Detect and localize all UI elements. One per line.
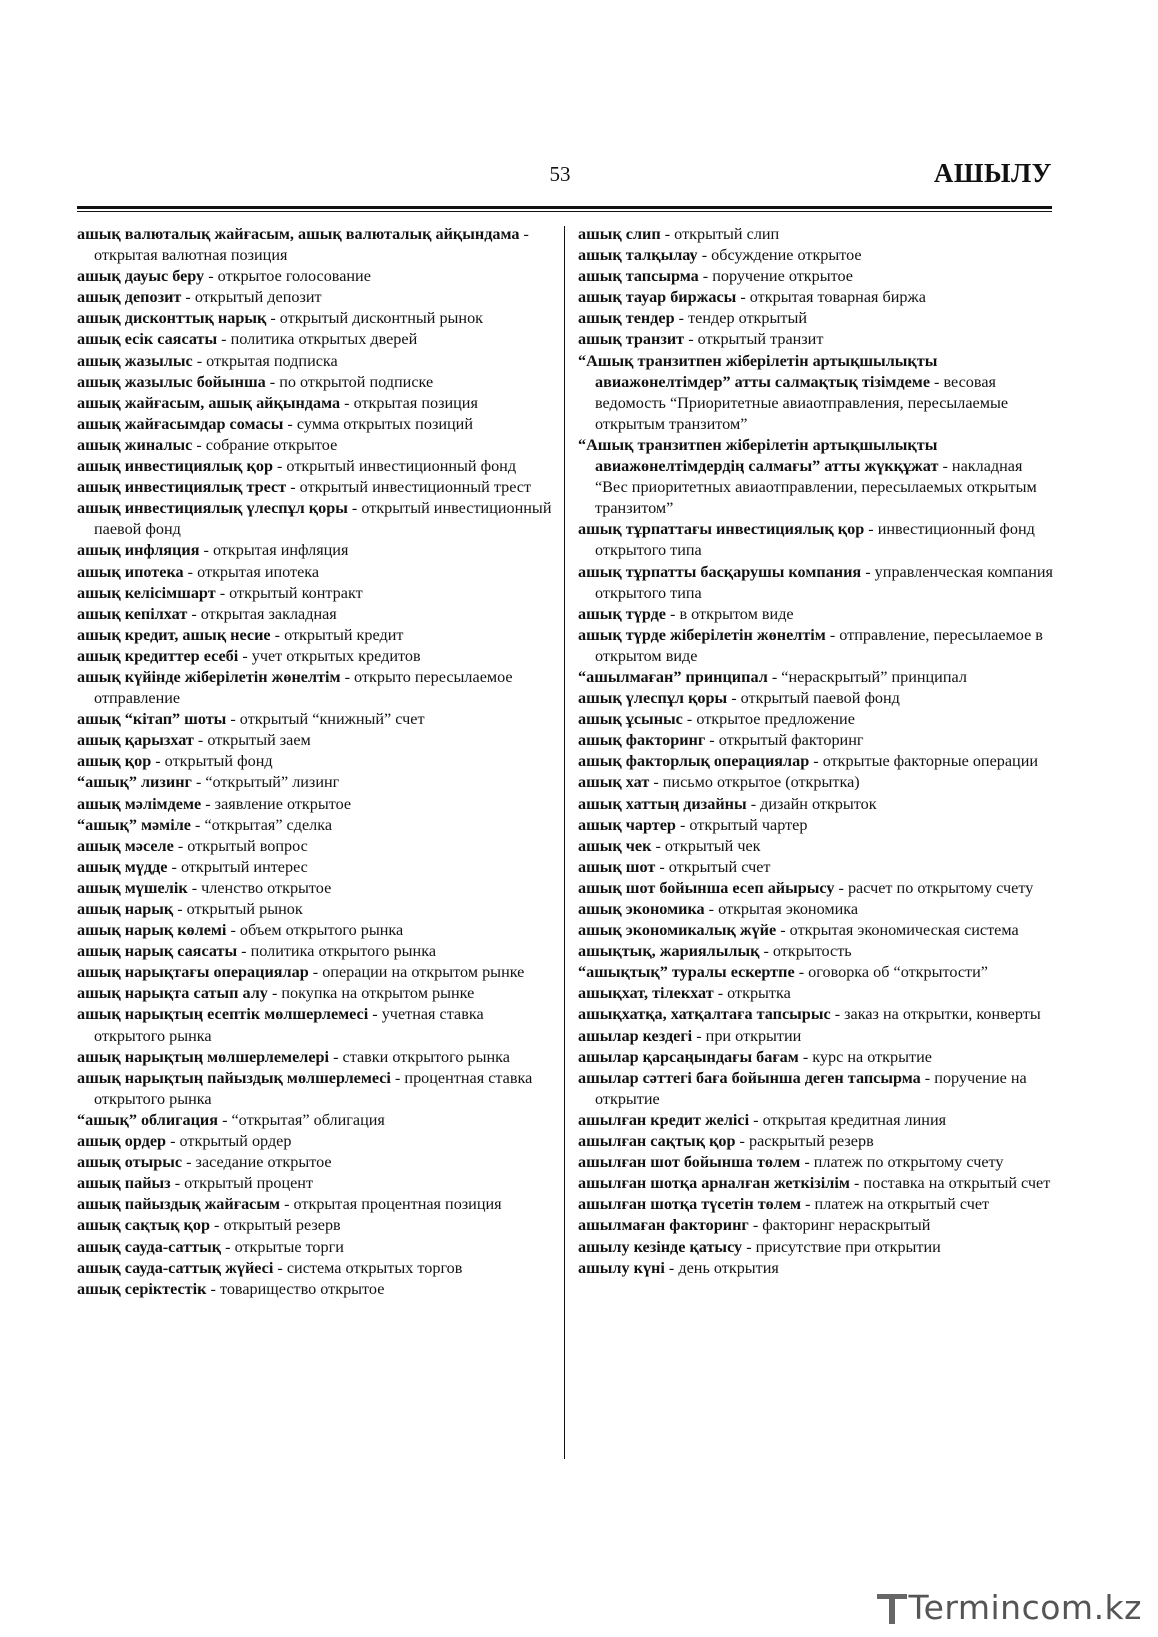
entry-definition: - открытая ипотека (183, 562, 320, 581)
dictionary-entry (578, 1068, 1058, 1110)
entry-term: ашылу кезінде қатысу (578, 1237, 743, 1256)
entry-term: ашық дисконттық нарық (77, 309, 267, 328)
dictionary-entry (77, 1173, 557, 1194)
entry-definition: - сумма открытых позиций (283, 414, 473, 433)
entry-definition: - открытые факторные операции (809, 752, 1039, 771)
dictionary-entry (578, 1110, 1058, 1131)
dictionary-entry (77, 1258, 557, 1279)
dictionary-entry (77, 540, 557, 561)
entry-term: ашық ипотека (77, 562, 184, 581)
entry-term: “ашықтық” туралы ескертпе (578, 963, 795, 982)
entry-definition: - открытый интерес (167, 857, 308, 876)
entry-definition: - открытый резерв (209, 1216, 341, 1235)
column-divider (564, 226, 565, 1459)
dictionary-entry (578, 899, 1058, 920)
dictionary-entry (578, 878, 1058, 899)
dictionary-entry (77, 372, 557, 393)
entry-term: ашық тауар биржасы (578, 288, 737, 307)
entry-term: “ашылмаған” принципал (578, 667, 768, 686)
entry-term: ашық кредиттер есебі (77, 646, 239, 665)
dictionary-entry (77, 1047, 557, 1068)
entry-term: ашық инвестициялық трест (77, 478, 287, 497)
entry-definition: - открытый ордер (166, 1132, 292, 1151)
entry-term: ашық кредит, ашық несие (77, 625, 271, 644)
header-rule-thin (77, 211, 1052, 212)
entry-term: ашық талқылау (578, 246, 698, 265)
entry-definition: - заявление открытое (201, 794, 352, 813)
entry-definition: - открытый инвестиционный паевой фонд (94, 499, 552, 539)
entry-term: ашық мәлімдеме (77, 794, 202, 813)
entry-definition: - открытая позиция (340, 393, 478, 412)
entry-definition: - товарищество открытое (206, 1279, 385, 1298)
entry-definition: - покупка на открытом рынке (267, 984, 475, 1003)
entry-term: ашылар сәттегі баға бойынша деген тапсырма (578, 1068, 921, 1087)
entry-definition: - “нераскрытый” принципал (767, 667, 967, 686)
entry-definition: - платеж на открытый счет (801, 1195, 990, 1214)
entry-definition: - политика открытого рынка (237, 942, 437, 961)
entry-term: ашық есік саясаты (77, 330, 218, 349)
entry-term: ашық пайыздық жайғасым (77, 1195, 281, 1214)
entry-definition: - открытый слип (660, 225, 780, 243)
dictionary-entry (578, 435, 1058, 519)
entry-definition: - открытый инвестиционный фонд (272, 457, 517, 476)
dictionary-entry (77, 646, 557, 667)
dictionary-entry (77, 941, 557, 962)
dictionary-entry (77, 329, 557, 350)
termincom-logo-icon (877, 1590, 907, 1626)
entry-term: ашық үлеспұл қоры (578, 689, 728, 708)
entry-term: ашық “кітап” шоты (77, 710, 227, 729)
entry-definition: - открытый контракт (215, 583, 363, 602)
entry-term: ашық нарықтың пайыздық мөлшерлемесі (77, 1068, 391, 1087)
dictionary-entry (578, 709, 1058, 730)
entry-term: ашық слип (578, 225, 661, 243)
header-rule (77, 206, 1052, 209)
entry-term: ашылған кредит желісі (578, 1110, 750, 1129)
entry-term: ашық инфляция (77, 541, 200, 560)
entry-definition: - в открытом виде (665, 604, 794, 623)
dictionary-entry (578, 1047, 1058, 1068)
entry-term: ашық жазылыс бойынша (77, 372, 266, 391)
dictionary-entry (578, 730, 1058, 751)
dictionary-entry (77, 794, 557, 815)
dictionary-entry (77, 393, 557, 414)
dictionary-entry (77, 920, 557, 941)
entry-definition: - открытый чартер (675, 815, 808, 834)
entry-definition: - “открытая” сделка (190, 815, 333, 834)
entry-term: ашық нарықтың мөлшерлемелері (77, 1047, 330, 1066)
entry-term: ашылар қарсаңындағы бағам (578, 1047, 799, 1066)
dictionary-entry (77, 1152, 557, 1173)
entry-term: ашық инвестициялық үлеспұл қоры (77, 499, 348, 518)
entry-term: ашылған шотқа түсетін төлем (578, 1195, 802, 1214)
entry-definition: - поручение открытое (698, 267, 853, 286)
entry-term: ашық факторлық операциялар (578, 752, 810, 771)
entry-term: “Ашық транзитпен жіберілетін артықшылықты авиажөнелтімдер” атты салмақтық тізімдеме (578, 351, 938, 391)
dictionary-entry (578, 1004, 1058, 1025)
entry-definition: - система открытых торгов (273, 1258, 463, 1277)
entry-term: ашық күйінде жіберілетін жөнелтім (77, 667, 341, 686)
page-number: 53 (549, 162, 571, 186)
entry-definition: - процентная ставка открытого рынка (94, 1068, 533, 1108)
dictionary-entry (578, 351, 1058, 435)
entry-definition: - открытое голосование (204, 267, 371, 286)
dictionary-entry (77, 1004, 557, 1046)
dictionary-entry (578, 1131, 1058, 1152)
entry-definition: - открытый заем (193, 731, 311, 750)
dictionary-entry (77, 1237, 557, 1258)
entry-term: ашық келісімшарт (77, 583, 216, 602)
dictionary-entry (578, 836, 1058, 857)
entry-definition: - собрание открытое (192, 435, 338, 454)
entry-definition: - объем открытого рынка (226, 921, 404, 940)
entry-definition: - открытый транзит (684, 330, 824, 349)
dictionary-entry (578, 1258, 1058, 1279)
dictionary-entry (578, 287, 1058, 308)
dictionary-entry (578, 1215, 1058, 1236)
dictionary-entry (77, 1194, 557, 1215)
dictionary-entry (77, 351, 557, 372)
entry-definition: - открытый вопрос (173, 836, 308, 855)
entry-term: ашық инвестициялық қор (77, 457, 273, 476)
entry-term: ашылар кездегі (578, 1026, 693, 1045)
entry-definition: - поставка на открытый счет (849, 1174, 1051, 1193)
entry-definition: - открытая инфляция (199, 541, 349, 560)
entry-definition: - письмо открытое (открытка) (649, 773, 860, 792)
dictionary-entry (578, 308, 1058, 329)
dictionary-entry (77, 224, 557, 266)
entry-definition: - открытое предложение (682, 710, 855, 729)
dictionary-entry (578, 983, 1058, 1004)
dictionary-entry (578, 1152, 1058, 1173)
dictionary-entry (77, 435, 557, 456)
entry-term: ашық ұсыныс (578, 710, 683, 729)
entry-definition: - раскрытый резерв (735, 1132, 874, 1151)
entry-term: ашық нарық көлемі (77, 921, 227, 940)
dictionary-entry (77, 772, 557, 793)
dictionary-entry (578, 772, 1058, 793)
entry-term: ашық пайыз (77, 1174, 171, 1193)
entry-definition: - открытые торги (221, 1237, 344, 1256)
entry-term: ашық мәселе (77, 836, 174, 855)
entry-definition: - открытый “книжный” счет (226, 710, 425, 729)
watermark (877, 1588, 1142, 1627)
dictionary-entry (77, 836, 557, 857)
entry-definition: - открытая товарная биржа (736, 288, 926, 307)
entry-definition: - тендер открытый (674, 309, 807, 328)
entry-term: ашық факторинг (578, 731, 706, 750)
entry-definition: - открытый дисконтный рынок (266, 309, 484, 328)
dictionary-entry (578, 604, 1058, 625)
dictionary-entry (77, 1068, 557, 1110)
entry-term: ашық жайғасым, ашық айқындама (77, 393, 341, 412)
entry-term: ашық тұрпатты басқарушы компания (578, 562, 862, 581)
entry-definition: - открытая экономика (704, 900, 859, 918)
entry-definition: - открытость (759, 942, 852, 961)
entry-term: ашық экономикалық жүйе (578, 921, 777, 940)
entry-definition: - открытый процент (170, 1174, 314, 1193)
entry-definition: - обсуждение открытое (697, 246, 862, 265)
entry-definition: - платеж по открытому счету (800, 1153, 1004, 1172)
entry-term: ашық чек (578, 836, 652, 855)
entry-definition: - членство открытое (187, 878, 332, 897)
entry-definition: - поручение на открытие (595, 1068, 1027, 1108)
entry-definition: - инвестиционный фонд открытого типа (595, 520, 1035, 560)
entry-definition: - расчет по открытому счету (834, 878, 1034, 897)
entry-definition: - открыто пересылаемое отправление (94, 667, 513, 708)
running-head: АШЫЛУ (933, 158, 1052, 188)
entry-term: ашық валюталық жайғасым, ашық валюталық айқындама (77, 225, 520, 243)
right-column (578, 224, 1058, 1279)
dictionary-entry (77, 266, 557, 287)
entry-term: ашық серіктестік (77, 1279, 207, 1298)
entry-term: ашық сақтық қор (77, 1216, 210, 1235)
entry-term: ашық тұрпаттағы инвестициялық қор (578, 520, 865, 539)
entry-definition: - накладная “Вес приоритетных авиаотправлении, пересылаемых открытым транзитом” (595, 457, 1037, 518)
entry-definition: - “открытый” лизинг (191, 773, 340, 792)
entry-definition: - открытая закладная (187, 604, 337, 623)
dictionary-entry (578, 1026, 1058, 1047)
dictionary-entry (77, 583, 557, 604)
entry-term: ашық қарызхат (77, 731, 194, 750)
entry-definition: - учетная ставка открытого рынка (94, 1005, 484, 1045)
entry-term: ашылу күні (578, 1258, 665, 1277)
entry-term: ашық тапсырма (578, 267, 699, 286)
entry-term: ашық чартер (578, 815, 676, 834)
entry-term: ашықхатқа, хатқалтаға тапсырыс (578, 1005, 831, 1024)
entry-term: ашылған шот бойынша төлем (578, 1153, 801, 1172)
entry-term: “Ашық транзитпен жіберілетін артықшылықты авиажөнелтімдердің салмағы” атты жүкқұжат (578, 435, 939, 476)
entry-term: ашық хат (578, 773, 650, 792)
entry-definition: - открытый рынок (173, 900, 303, 918)
dictionary-entry (77, 625, 557, 646)
entry-term: ашық нарықта сатып алу (77, 984, 268, 1003)
dictionary-entry (578, 266, 1058, 287)
dictionary-entry (77, 1215, 557, 1236)
entry-term: ашық қор (77, 752, 152, 771)
dictionary-entry (77, 414, 557, 435)
entry-term: “ашық” лизинг (77, 773, 192, 792)
dictionary-entry (77, 1110, 557, 1131)
dictionary-entry (578, 625, 1058, 667)
entry-term: “ашық” мәміле (77, 815, 191, 834)
entry-term: ашық ордер (77, 1132, 167, 1151)
entry-definition: - присутствие при открытии (742, 1237, 941, 1256)
dictionary-entry (578, 794, 1058, 815)
dictionary-entry (578, 224, 1058, 245)
entry-definition: - весовая ведомость “Приоритетные авиаотправления, пересылаемые открытым транзитом” (595, 372, 1009, 433)
entry-term: ашық түрде (578, 604, 666, 623)
entry-term: ашық экономика (578, 900, 705, 918)
entry-definition: - открытая процентная позиция (280, 1195, 502, 1214)
entry-definition: - отправление, пересылаемое в открытом виде (595, 625, 1043, 665)
entry-term: ашық нарықтың есептік мөлшерлемесі (77, 1005, 369, 1024)
dictionary-entry (578, 857, 1058, 878)
dictionary-entry (77, 899, 557, 920)
dictionary-entry (77, 730, 557, 751)
entry-term: ашық мүшелік (77, 878, 188, 897)
entry-definition: - открытка (713, 984, 791, 1003)
entry-term: ашық шот бойынша есеп айырысу (578, 878, 835, 897)
entry-term: ашық нарық саясаты (77, 942, 238, 961)
dictionary-entry (77, 667, 557, 709)
entry-definition: - при открытии (692, 1026, 802, 1045)
entry-term: ашық кепілхат (77, 604, 188, 623)
entry-definition: - открытый чек (651, 836, 761, 855)
entry-definition: - открытый паевой фонд (727, 689, 900, 708)
entry-definition: - факторинг нераскрытый (748, 1216, 931, 1235)
dictionary-entry (77, 815, 557, 836)
entry-term: ашық тендер (578, 309, 675, 328)
dictionary-entry (77, 1279, 557, 1300)
entry-term: ашықхат, тілекхат (578, 984, 714, 1003)
dictionary-entry (77, 477, 557, 498)
dictionary-entry (77, 751, 557, 772)
entry-definition: - политика открытых дверей (217, 330, 418, 349)
entry-definition: - операции на открытом рынке (308, 963, 525, 982)
dictionary-entry (77, 308, 557, 329)
entry-term: ашықтық, жариялылық (578, 942, 760, 961)
entry-definition: - открытый счет (655, 857, 771, 876)
entry-definition: - открытая подписка (192, 351, 338, 370)
dictionary-entry (77, 878, 557, 899)
entry-term: ашық хаттың дизайны (578, 794, 747, 813)
dictionary-entry (578, 920, 1058, 941)
dictionary-entry (578, 245, 1058, 266)
dictionary-entry (578, 815, 1058, 836)
entry-term: “ашық” облигация (77, 1110, 219, 1129)
dictionary-entry (578, 1194, 1058, 1215)
entry-term: ашық жиналыс (77, 435, 193, 454)
dictionary-entry (578, 1237, 1058, 1258)
entry-term: ашық мүдде (77, 857, 168, 876)
dictionary-entry (77, 562, 557, 583)
entry-definition: - управленческая компания открытого типа (595, 562, 1053, 602)
dictionary-entry (77, 287, 557, 308)
dictionary-entry (578, 962, 1058, 983)
entry-term: ашылған сақтық қор (578, 1132, 736, 1151)
entry-term: ашық түрде жіберілетін жөнелтім (578, 625, 826, 644)
entry-definition: - открытая валютная позиция (94, 225, 529, 265)
entry-definition: - по открытой подписке (265, 372, 434, 391)
entry-definition: - открытый кредит (270, 625, 404, 644)
dictionary-entry (578, 941, 1058, 962)
entry-definition: - заседание открытое (182, 1153, 332, 1172)
dictionary-entry (77, 456, 557, 477)
entry-term: ашық сауда-саттық жүйесі (77, 1258, 274, 1277)
entry-definition: - оговорка об “открытости” (794, 963, 988, 982)
left-column (77, 224, 557, 1300)
entry-term: ашық транзит (578, 330, 685, 349)
dictionary-entry (77, 857, 557, 878)
watermark-text: Termincom.kz (908, 1588, 1142, 1627)
entry-definition: - ставки открытого рынка (329, 1047, 510, 1066)
entry-definition: - заказ на открытки, конверты (830, 1005, 1041, 1024)
dictionary-entry (77, 1131, 557, 1152)
entry-term: ашылмаған факторинг (578, 1216, 749, 1235)
entry-term: ашық жазылыс (77, 351, 193, 370)
entry-term: ашық жайғасымдар сомасы (77, 414, 284, 433)
dictionary-entry (578, 519, 1058, 561)
entry-term: ашық депозит (77, 288, 182, 307)
dictionary-entry (578, 751, 1058, 772)
dictionary-entry (77, 983, 557, 1004)
entry-definition: - “открытая” облигация (218, 1110, 385, 1129)
entry-definition: - учет открытых кредитов (238, 646, 421, 665)
dictionary-entry (578, 562, 1058, 604)
entry-definition: - открытая экономическая система (776, 921, 1019, 940)
dictionary-entry (578, 1173, 1058, 1194)
dictionary-entry (77, 498, 557, 540)
entry-definition: - открытая кредитная линия (749, 1110, 947, 1129)
entry-definition: - открытый инвестиционный трест (286, 478, 532, 497)
entry-term: ашық нарық (77, 900, 174, 918)
entry-term: ашық шот (578, 857, 656, 876)
dictionary-entry (77, 604, 557, 625)
entry-definition: - курс на открытие (798, 1047, 932, 1066)
entry-definition: - дизайн открыток (746, 794, 877, 813)
dictionary-entry (77, 709, 557, 730)
entry-term: ашық отырыс (77, 1153, 183, 1172)
entry-term: ашық дауыс беру (77, 267, 205, 286)
entry-term: ашық сауда-саттық (77, 1237, 222, 1256)
dictionary-entry (578, 329, 1058, 350)
dictionary-entry (578, 667, 1058, 688)
entry-term: ашық нарықтағы операциялар (77, 963, 309, 982)
entry-term: ашылған шотқа арналған жеткізілім (578, 1174, 850, 1193)
entry-definition: - открытый факторинг (705, 731, 864, 750)
entry-definition: - открытый фонд (151, 752, 273, 771)
entry-definition: - открытый депозит (181, 288, 322, 307)
dictionary-entry (77, 962, 557, 983)
dictionary-entry (578, 688, 1058, 709)
entry-definition: - день открытия (664, 1258, 779, 1277)
